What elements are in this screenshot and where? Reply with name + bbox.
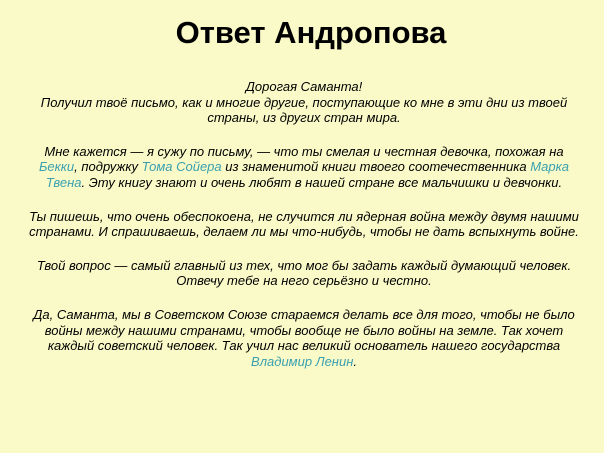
mark-twain-link[interactable]: Марка Твена xyxy=(45,159,570,190)
paragraph-spacer xyxy=(24,126,584,144)
paragraph-5-text-a: Да, Саманта, мы в Советском Союзе стараемся делать все для того, чтобы не было войны между нашими странами, чтобы вообще не было войны на земле. Так хочет каждый советский человек. Так учил нас великий основатель нашего государства xyxy=(33,306,575,354)
letter-paragraph-5 xyxy=(24,307,584,369)
vladimir-lenin-link[interactable]: Владимир Ленин xyxy=(251,353,354,369)
paragraph-2-text-c: из знаменитой книги твоего соотечественника xyxy=(221,159,531,175)
paragraph-spacer xyxy=(24,240,584,258)
paragraph-5-text-b: . xyxy=(353,353,357,369)
letter-greeting: Дорогая Саманта! xyxy=(245,79,363,94)
letter-paragraph-2 xyxy=(24,144,584,191)
letter-paragraph-3: Ты пишешь, что очень обеспокоена, не случится ли ядерная война между двумя нашими странами. И спрашиваешь, делаем ли мы что-нибудь, чтобы не дать вспыхнуть войне. xyxy=(29,208,579,240)
paragraph-spacer xyxy=(24,289,584,307)
letter-paragraph-1: Получил твоё письмо, как и многие другие, поступающие ко мне в эти дни из твоей страны, из других стран мира. xyxy=(40,94,568,126)
paragraph-2-text-b: , подружку xyxy=(74,159,142,175)
becky-link[interactable]: Бекки xyxy=(38,159,75,175)
page-title: Ответ Андропова xyxy=(175,15,447,50)
letter-body xyxy=(24,79,584,369)
paragraph-spacer xyxy=(24,191,584,209)
paragraph-2-text-a: Мне кажется — я сужу по письму, — что ты смелая и честная девочка, похожая на xyxy=(44,143,564,159)
letter-paragraph-4: Твой вопрос — самый главный из тех, что мог бы задать каждый думающий человек. Отвечу тебе на него серьёзно и честно. xyxy=(36,257,572,289)
paragraph-2-text-d: . Эту книгу знают и очень любят в нашей стране все мальчишки и девчонки. xyxy=(81,174,563,190)
tom-sawyer-link[interactable]: Тома Сойера xyxy=(141,159,222,175)
